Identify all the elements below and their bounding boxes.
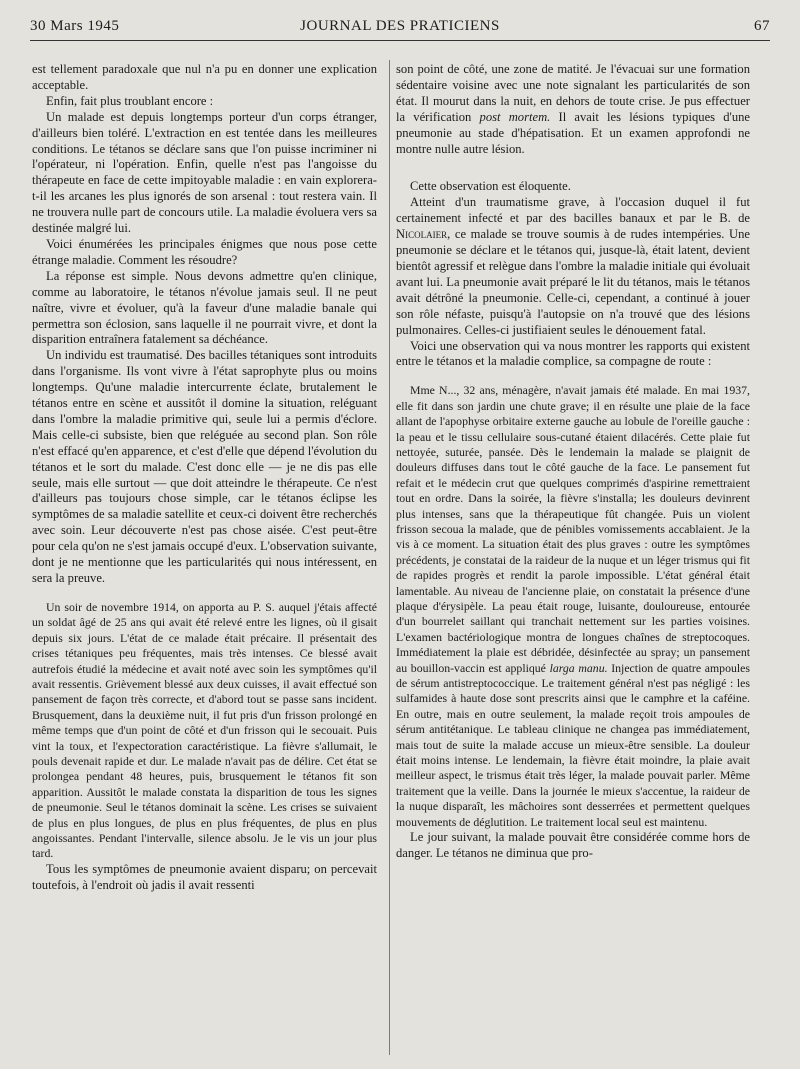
- page-header: [30, 16, 770, 41]
- column-divider: [389, 60, 390, 1055]
- paragraph: Tous les symptômes de pneumonie avaient disparu; on percevait toutefois, à l'endroit où jadis il avait ressenti: [32, 861, 377, 892]
- spacer: [396, 157, 750, 179]
- journal-title: JOURNAL DES PRATICIENS: [300, 18, 500, 34]
- spacer: [32, 587, 377, 600]
- issue-date: 30 Mars 1945: [30, 18, 120, 34]
- text-run: Mme N..., 32 ans, ménagère, n'avait jamais été malade. En mai 1937, elle fit dans son jardin une chute grave; il en résulte une plaie de la face allant de l'apophyse orbitaire externe gauche au lobule de l'oreille gauche : la peau et le tissu cellulaire sous-cutané étaient dilacérés. Cette plaie fut nettoyée, suturée, pansée. Dès le lendemain la malade se plaignit de douleurs diffuses dans tout le côté gauche de la face. Le pansement fut refait et le médecin crut que quelques comprimés d'aspirine remettraient tout en ordre. Dans la soirée, la fièvre s'installa; les douleurs devinrent plus intenses, sans que la thérapeutique fût changée. Puis un violent frisson secoua la malade, que de pénibles vomissements accablaient. Je la vis à ce moment. La situation était des plus graves : outre les symptômes précédents, je constatai de la raideur de la nuque et un léger trismus qui fit de rapides progrès et rendit la parole impossible. L'état général était lamentable. Au niveau de l'ancienne plaie, on constatait la présence d'une plaque d'érysipèle. La peau était rouge, luisante, douloureuse, entourée d'un bourrelet saillant qui tranchait nettement sur les parties voisines. L'examen bactériologique montra de longues chaînes de streptocoques. Immédiatement la plaie est débridée, désinfectée au spray; un pansement au bouillon-vaccin est appliqué: [396, 383, 750, 675]
- left-column: [32, 62, 377, 1057]
- spacer: [396, 370, 750, 383]
- paragraph: [396, 383, 750, 830]
- small-caps-name: Nicolaier: [396, 227, 448, 242]
- italic-text: larga manu.: [549, 660, 608, 675]
- text-run: Injection de quatre ampoules de sérum antistreptococcique. Le traitement général n'est pas négligé : les sulfamides à haute dose sont prescrits ainsi que le camphre et la caféine. En outre, mais en outre seulement, la malade reçoit trois ampoules de sérum antitétanique. Le tableau clinique ne changea pas immédiatement, mais tout de suite la malade accuse un mieux-être sensible. La douleur était moins intense. Le lendemain, la fièvre était moindre, la plaie avait meilleur aspect, le trismus était très léger, la malade pouvait parler. Même traitement que la veille. Dans la journée le mieux s'accentue, la raideur de la nuque disparaît, les mâchoires sont desserrées et permettent quelques mouvements de déglutition. Le traitement local seul est maintenu.: [396, 660, 750, 829]
- paragraph: Un malade est depuis longtemps porteur d'un corps étranger, d'ailleurs bien toléré. L'extraction en est tentée dans les meilleures conditions. Le tétanos se déclare sans que l'on puisse incriminer ni l'opérateur, ni l'opération. Enfin, quelle n'est pas l'angoisse du thérapeute en face de cette impitoyable maladie : en vain explorera-t-il les arcanes les plus ignorés de son arsenal : tout restera vain. Il ne trouvera nulle part de concours utile. La maladie évoluera vers sa destinée malgré lui.: [32, 109, 377, 236]
- italic-text: post mortem.: [479, 109, 551, 124]
- page-number: 67: [754, 18, 770, 34]
- paragraph: [396, 195, 750, 338]
- text-run: Atteint d'un traumatisme grave, à l'occasion duquel il fut certainement infecté et par des bacilles banaux et par le B. de: [396, 195, 750, 226]
- paragraph: Voici une observation qui va nous montrer les rapports qui existent entre le tétanos et la maladie complice, sa compagne de route :: [396, 338, 750, 369]
- text-run: son point de côté, une zone de matité. Je l'évacuai sur une formation sédentaire voisine avec une note signalant les particularités de son état. Il mourut dans la nuit, en dehors de toute crise. Je pus effectuer la vérification: [396, 62, 750, 124]
- right-column: [396, 62, 750, 1057]
- paragraph: Le jour suivant, la malade pouvait être considérée comme hors de danger. Le tétanos ne diminua que pro-: [396, 830, 750, 860]
- paragraph: Enfin, fait plus troublant encore :: [46, 93, 214, 108]
- paragraph: est tellement paradoxale que nul n'a pu en donner une explication acceptable.: [32, 62, 377, 92]
- paragraph: Cette observation est éloquente.: [410, 179, 571, 194]
- paragraph: Un soir de novembre 1914, on apporta au P. S. auquel j'étais affecté un soldat âgé de 25 ans qui avait été relevé entre les lignes, où il gisait depuis six jours. L'état de ce malade était précaire. Il présentait des crises tétaniques peu fréquentes, mais très intenses. Ce blessé avait autrefois étudié la médecine et avait noté avec soin les symptômes qu'il avait ressentis. Grièvement blessé aux deux cuisses, il avait effectué son pansement de façon très correcte, et d'abord tout se passe sans incident. Brusquement, dans la deuxième nuit, il fut pris d'un frisson prolongé en même temps que d'un point de côté et d'un frisson qui le secouait. Puis vint la toux, et l'expectoration caractéristique. La fièvre s'allumait, le pouls devenait rapide et dur. Le malade n'avait pas de délire. Cet état se prolongea pendant 48 heures, puis, brusquement le tétanos fit son apparition. Aussitôt le malade constata la disparition de tous les signes de pneumonie. Seul le tétanos dominait la scène. Les crises se suivaient de plus en plus longues, de plus en plus fréquentes, de plus en plus angoissantes. Pendant l'intervalle, silence absolu. Je le vis un jour plus tard.: [32, 599, 377, 861]
- paragraph: [396, 62, 750, 157]
- text-run: Il avait les lésions typiques d'une pneumonie au stade d'hépatisation. Et un examen approfondi ne montre nulle autre lésion.: [396, 109, 750, 156]
- paragraph: Un individu est traumatisé. Des bacilles tétaniques sont introduits dans l'organisme. Ils vont vivre à l'état saprophyte plus ou moins longtemps. Qu'une maladie intercurrente éclate, brutalement le tétanos entre en scène et aussitôt il domine la situation, reléguant dans l'ombre la maladie primitive qui, seule lui a permis d'éclore. Mais celle-ci subsiste, bien que reléguée au second plan. Son rôle n'est effacé qu'en apparence, et c'est d'elle que dépend l'évolution du tétanos et le sort du malade. C'est donc elle — je ne dis pas elle seule, mais elle surtout — que doit atteindre le thérapeute. Ce n'est d'ailleurs pas toujours chose simple, car le tétanos éclipse les symptômes de sa maladie satellite et ceux-ci doivent être recherchés avec soin. Leur découverte n'est pas chose aisée. C'est peut-être pour cela qu'on ne s'est jamais occupé d'eux. L'observation suivante, dont je ne mentionne que les particularités qui nous intéressent, en sera la preuve.: [32, 348, 377, 585]
- paragraph: Voici énumérées les principales énigmes que nous pose cette étrange maladie. Comment les résoudre?: [32, 236, 377, 267]
- paragraph: La réponse est simple. Nous devons admettre qu'en clinique, comme au laboratoire, le tétanos n'évolue jamais seul. Il ne peut naître, vivre et évoluer, qu'à la faveur d'une maladie banale qui permettra son éclosion, sans laquelle il ne pourrait vivre, et dont la disparition entraînera fatalement sa déchéance.: [32, 268, 377, 347]
- text-run: , ce malade se trouve soumis à de rudes intempéries. Une pneumonie se déclare et le tétanos qui, jusque-là, était latent, devient bientôt agressif et relègue dans l'ombre la maladie initiale qui évoluait avant lui. La pneumonie avait préparé le lit du tétanos, mais le tétanos avait détrôné la pneumonie. Celle-ci, cependant, a continué à jouer son rôle néfaste, puisqu'à l'autopsie on n'a trouvé que des lésions pulmonaires. Celles-ci justifiaient seules le dénouement fatal.: [396, 227, 750, 337]
